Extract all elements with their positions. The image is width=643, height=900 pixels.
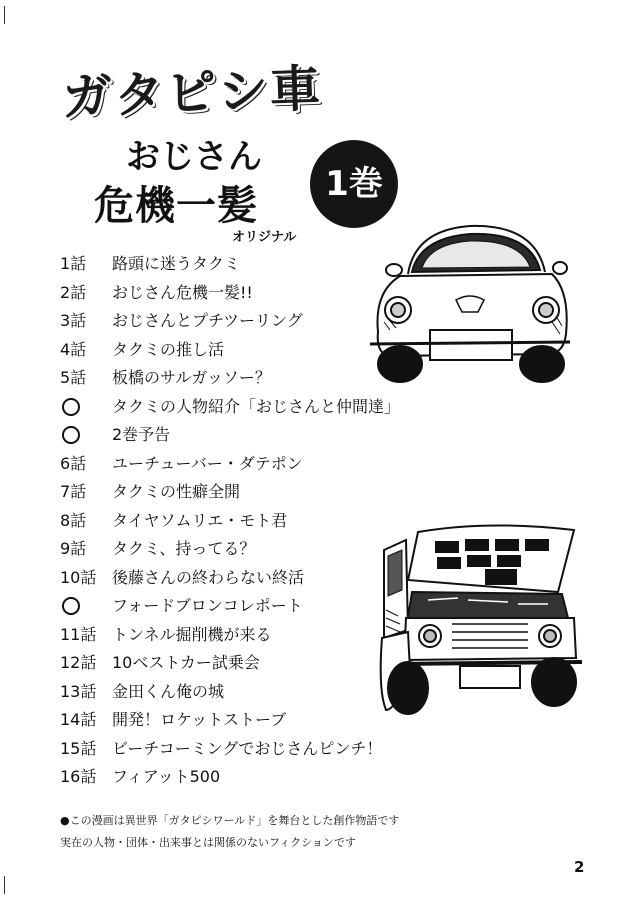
crop-mark-top <box>4 6 5 24</box>
chapter-title: タクミ、持ってる？ <box>112 539 256 558</box>
title-sub1: おじさん <box>126 137 262 177</box>
title-original-label: オリジナル <box>232 230 297 245</box>
chapter-number: 5話 <box>60 368 87 387</box>
chapter-title: 2巻予告 <box>112 425 171 444</box>
chapter-number: 11話 <box>60 625 97 644</box>
circle-bullet-icon <box>62 398 80 416</box>
disclaimer-line-2: 実在の人物・団体・出来事とは関係のないフィクションです <box>60 836 356 849</box>
chapter-title: 後藤さんの終わらない終活 <box>112 568 305 587</box>
chapter-title: 金田くん俺の城 <box>112 682 225 701</box>
volume-label: 1巻 <box>325 164 383 204</box>
chapter-title: ユーチューバー・ダテポン <box>112 454 303 473</box>
jeep-illustration <box>378 520 583 720</box>
classic-car-illustration <box>360 212 575 387</box>
chapter-number: 9話 <box>60 539 87 558</box>
chapter-title: おじさん危機一髪!! <box>112 283 253 302</box>
chapter-title: 10ベストカー試乗会 <box>112 653 260 672</box>
circle-bullet-icon <box>62 597 80 615</box>
chapter-title: フィアット500 <box>112 767 221 786</box>
chapter-number: 15話 <box>60 739 97 758</box>
chapter-number: 1話 <box>60 254 87 273</box>
title-sub2: 危機一髪 <box>94 183 258 229</box>
circle-bullet-icon <box>62 426 80 444</box>
chapter-title: 板橋のサルガッソー？ <box>112 368 271 387</box>
chapter-title: タクミの性癖全開 <box>112 482 241 501</box>
chapter-number: 7話 <box>60 482 87 501</box>
disclaimer-line-1: ●この漫画は異世界「ガタピシワールド」を舞台とした創作物語です <box>60 814 400 827</box>
crop-mark-bottom <box>4 876 5 894</box>
chapter-title: トンネル掘削機が来る <box>112 625 272 644</box>
chapter-title: タクミの推し活 <box>112 340 225 359</box>
chapter-title: 路頭に迷うタクミ <box>112 254 241 273</box>
chapter-title: おじさんとプチツーリング <box>112 311 303 330</box>
chapter-title: ビーチコーミングでおじさんピンチ！ <box>112 739 383 758</box>
chapter-number: 10話 <box>60 568 97 587</box>
chapter-title: フォードブロンコレポート <box>112 596 303 615</box>
chapter-number: 8話 <box>60 511 87 530</box>
title-main: ガタピシ車 <box>61 59 323 127</box>
chapter-number: 2話 <box>60 283 87 302</box>
chapter-number: 13話 <box>60 682 97 701</box>
chapter-title: 開発！ロケットストーブ <box>112 710 287 729</box>
chapter-number: 12話 <box>60 653 97 672</box>
chapter-title: タクミの人物紹介「おじさんと仲間達」 <box>112 397 401 416</box>
chapter-number: 16話 <box>60 767 97 786</box>
chapter-number: 14話 <box>60 710 97 729</box>
chapter-number: 4話 <box>60 340 87 359</box>
chapter-title: タイヤソムリエ・モト君 <box>112 511 288 530</box>
chapter-number: 6話 <box>60 454 87 473</box>
page-number: 2 <box>574 858 585 876</box>
disclaimer <box>60 810 399 854</box>
chapter-number: 3話 <box>60 311 87 330</box>
